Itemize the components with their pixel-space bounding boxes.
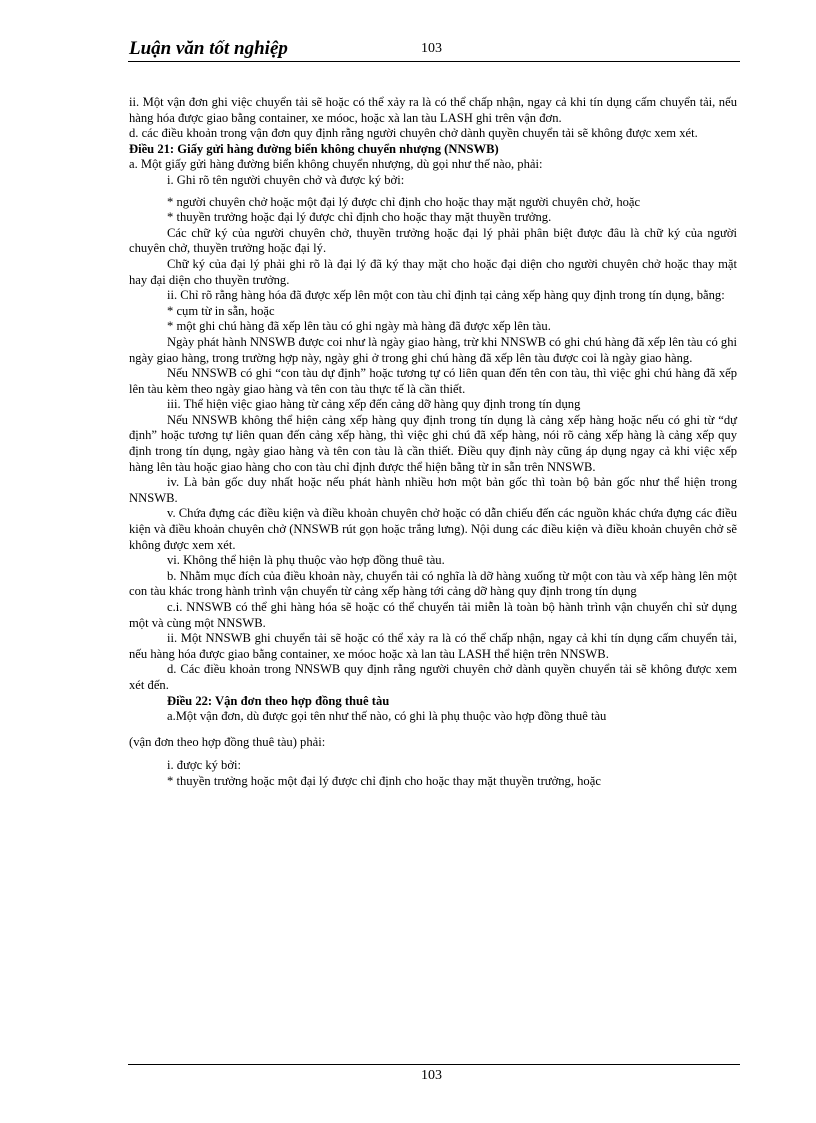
paragraph: (vận đơn theo hợp đồng thuê tàu) phải:: [129, 734, 326, 749]
paragraph: vi. Không thể hiện là phụ thuộc vào hợp đồng thuê tàu.: [167, 553, 445, 568]
paragraph: * cụm từ in sẵn, hoặc: [167, 303, 275, 318]
paragraph: d. các điều khoản trong vận đơn quy định rằng người chuyên chở dành quyền chuyển tải sẽ không được xem xét.: [129, 126, 698, 141]
paragraph: ii. Một vận đơn ghi việc chuyển tải sẽ hoặc có thể xảy ra là có thể chấp nhận, ngay cả khi tín dụng cấm chuyển tải, nếu hàng hóa được giao bằng container, xe móoc, hoặc xà lan tàu LASH ghi trên vận đơn.: [129, 95, 737, 125]
paragraph: * thuyền trưởng hoặc một đại lý được chỉ định cho hoặc thay mặt thuyền trưởng, hoặc: [167, 773, 601, 788]
paragraph: ii. Chỉ rõ rằng hàng hóa đã được xếp lên một con tàu chỉ định tại cảng xếp hàng quy định trong tín dụng, bằng:: [167, 288, 725, 303]
section-heading: Điều 22: Vận đơn theo hợp đồng thuê tàu: [167, 693, 390, 708]
paragraph: Ngày phát hành NNSWB được coi như là ngày giao hàng, trừ khi NNSWB có ghi chú hàng đã xếp lên tàu có ghi ngày giao hàng, trong trường hợp này, ngày ghi ở trong ghi chú hàng đã xếp lên tàu được coi là ngày giao hàng.: [129, 334, 737, 365]
footer-rule: [128, 1064, 740, 1065]
paragraph: iii. Thể hiện việc giao hàng từ cảng xếp đến cảng dỡ hàng quy định trong tín dụng: [167, 397, 581, 412]
running-header-title: Luận văn tốt nghiệp: [129, 38, 288, 59]
paragraph: ii. Một NNSWB ghi chuyển tải sẽ hoặc có thể xảy ra là có thể chấp nhận, ngay cả khi tín dụng cấm chuyển tải, nếu hàng hóa được giao bằng container, xe móoc hoặc xà lan tàu LASH thể hiện trên NNSWB.: [129, 631, 737, 661]
paragraph: * người chuyên chở hoặc một đại lý được chỉ định cho hoặc thay mặt người chuyên chở, hoặc: [167, 194, 641, 209]
document-body: [129, 95, 737, 790]
paragraph: b. Nhằm mục đích của điều khoản này, chuyển tải có nghĩa là dỡ hàng xuống từ một con tàu và xếp hàng lên một con tàu khác trong hành trình vận chuyển từ cảng xếp hàng tới cảng dỡ hàng quy định trong tín dụng: [129, 568, 737, 599]
paragraph: iv. Là bản gốc duy nhất hoặc nếu phát hành nhiều hơn một bản gốc thì toàn bộ bản gốc như thể hiện trong NNSWB.: [129, 475, 737, 505]
paragraph: c.i. NNSWB có thể ghi hàng hóa sẽ hoặc có thể chuyển tải miễn là toàn bộ hành trình vận chuyển chỉ sử dụng một và cùng một NNSWB.: [129, 600, 737, 630]
paragraph: * thuyền trưởng hoặc đại lý được chỉ định cho hoặc thay mặt thuyền trưởng.: [167, 210, 552, 225]
paragraph: a. Một giấy gửi hàng đường biển không chuyển nhượng, dù gọi như thế nào, phải:: [129, 157, 543, 172]
header-page-number: 103: [421, 41, 442, 56]
header-rule: [128, 61, 740, 62]
footer-page-number: 103: [421, 1068, 442, 1083]
paragraph: i. Ghi rõ tên người chuyên chở và được ký bởi:: [167, 172, 405, 187]
paragraph: i. được ký bởi:: [167, 758, 242, 773]
paragraph: d. Các điều khoản trong NNSWB quy định rằng người chuyên chở dành quyền chuyển tải sẽ không được xem xét đến.: [129, 662, 737, 692]
paragraph: Các chữ ký của người chuyên chở, thuyền trưởng hoặc đại lý phải phân biệt được đâu là chữ ký của người chuyên chở, thuyền trưởng hoặc đại lý.: [129, 225, 737, 256]
paragraph: Nếu NNSWB có ghi “con tàu dự định” hoặc tương tự có liên quan đến tên con tàu, thì việc ghi chú hàng đã xếp lên tàu kèm theo ngày giao hàng và tên con tàu thực tế là cần thiết.: [129, 366, 737, 396]
paragraph: a.Một vận đơn, dù được gọi tên như thế nào, có ghi là phụ thuộc vào hợp đồng thuê tàu: [167, 709, 607, 724]
section-heading: Điều 21: Giấy gửi hàng đường biển không chuyển nhượng (NNSWB): [129, 141, 499, 156]
paragraph: Chữ ký của đại lý phải ghi rõ là đại lý đã ký thay mặt cho hoặc đại diện cho người chuyên chở hoặc thay mặt hay đại diện cho thuyền trưởng.: [129, 256, 737, 287]
paragraph: * một ghi chú hàng đã xếp lên tàu có ghi ngày mà hàng đã được xếp lên tàu.: [167, 319, 551, 334]
paragraph: Nếu NNSWB không thể hiện cảng xếp hàng quy định trong tín dụng là cảng xếp hàng hoặc nếu có ghi từ “dự định” hoặc tương tự liên quan đến cảng xếp hàng, thì việc ghi chú đã xếp hàng, nói rõ cảng xếp hàng là cảng xếp quy định trong tín dụng, ngày giao hàng và tên con tàu là cần thiết. Điều quy định này cũng áp dụng ngay cả khi việc xếp hàng lên tàu hoặc giao hàng cho con tàu chỉ định được thể hiện bằng từ in sẵn trên NNSWB.: [129, 412, 737, 474]
paragraph: v. Chứa đựng các điều kiện và điều khoản chuyên chở hoặc có dẫn chiếu đến các nguồn khác chứa đựng các điều kiện và điều khoản chuyên chở (NNSWB rút gọn hoặc trắng lưng). Nội dung các điều kiện và điều khoản chuyên chở sẽ không được xem xét.: [129, 506, 737, 552]
